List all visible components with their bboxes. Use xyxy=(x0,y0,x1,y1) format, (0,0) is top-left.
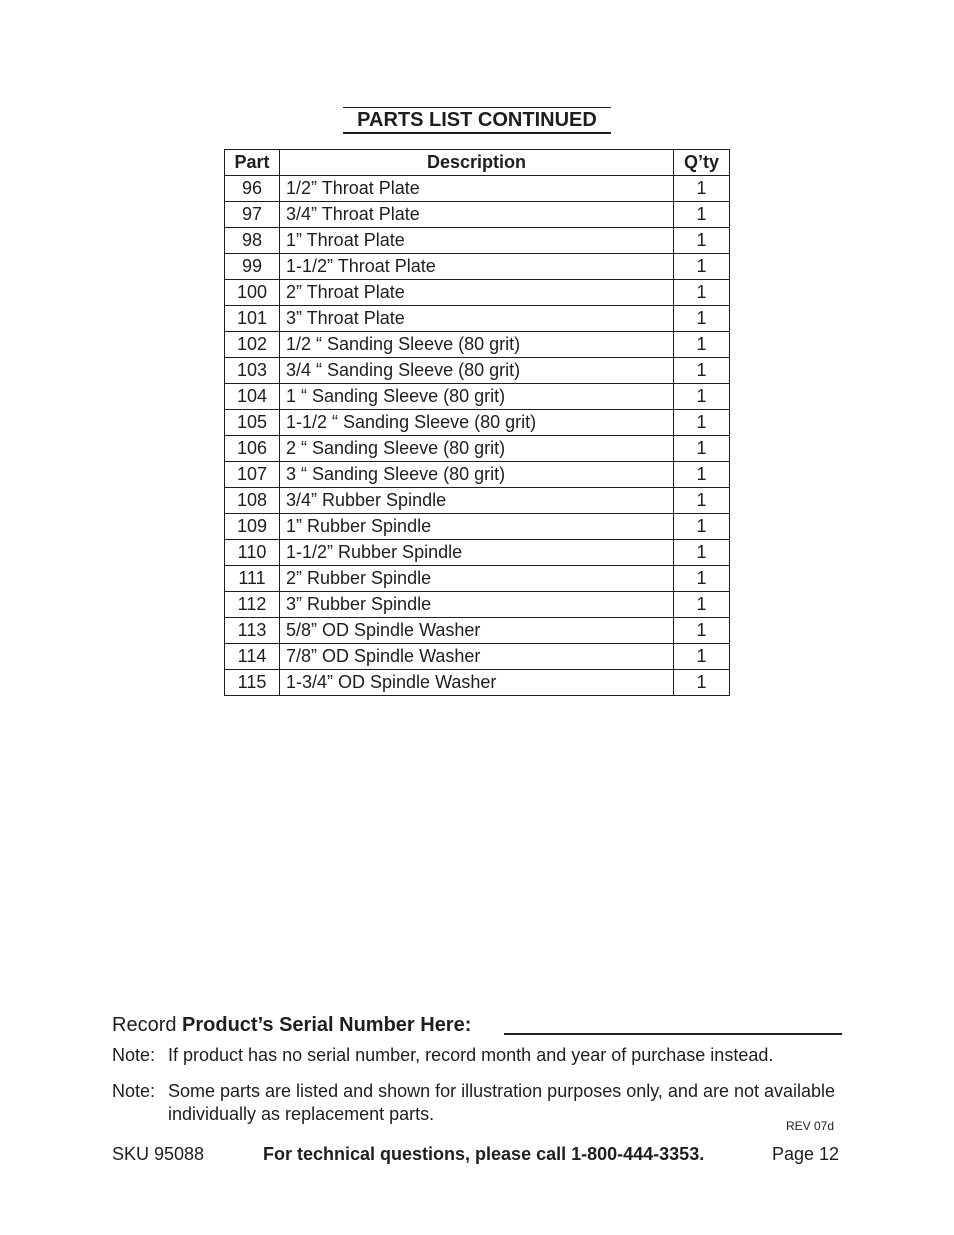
part-number-cell: 115 xyxy=(225,670,280,696)
quantity-cell: 1 xyxy=(674,618,730,644)
table-row xyxy=(225,254,730,280)
quantity-cell: 1 xyxy=(674,384,730,410)
quantity-cell: 1 xyxy=(674,670,730,696)
serial-number-line xyxy=(504,1033,842,1035)
table-row xyxy=(225,566,730,592)
description-cell: 3/4” Throat Plate xyxy=(280,202,674,228)
quantity-cell: 1 xyxy=(674,514,730,540)
footer-sku: SKU 95088 xyxy=(112,1144,205,1164)
quantity-cell: 1 xyxy=(674,280,730,306)
part-number-cell: 98 xyxy=(225,228,280,254)
header-description: Description xyxy=(280,150,674,176)
quantity-cell: 1 xyxy=(674,410,730,436)
description-cell: 2 “ Sanding Sleeve (80 grit) xyxy=(280,436,674,462)
serial-label: Product’s Serial Number Here: xyxy=(182,1014,472,1036)
note-text: Some parts are listed and shown for illustration purposes only, and are not available individually as replacement parts. xyxy=(168,1081,836,1124)
table-row xyxy=(225,228,730,254)
description-cell: 3/4” Rubber Spindle xyxy=(280,488,674,514)
table-row xyxy=(225,618,730,644)
description-cell: 1” Throat Plate xyxy=(280,228,674,254)
quantity-cell: 1 xyxy=(674,540,730,566)
quantity-cell: 1 xyxy=(674,306,730,332)
table-row xyxy=(225,384,730,410)
description-cell: 3/4 “ Sanding Sleeve (80 grit) xyxy=(280,358,674,384)
serial-prefix: Record xyxy=(112,1014,183,1036)
quantity-cell: 1 xyxy=(674,176,730,202)
description-cell: 1-3/4” OD Spindle Washer xyxy=(280,670,674,696)
table-row xyxy=(225,514,730,540)
description-cell: 2” Rubber Spindle xyxy=(280,566,674,592)
table-row xyxy=(225,540,730,566)
table-row xyxy=(225,670,730,696)
table-row xyxy=(225,176,730,202)
description-cell: 1 “ Sanding Sleeve (80 grit) xyxy=(280,384,674,410)
description-cell: 1-1/2” Rubber Spindle xyxy=(280,540,674,566)
table-row xyxy=(225,410,730,436)
table-row xyxy=(225,332,730,358)
quantity-cell: 1 xyxy=(674,254,730,280)
quantity-cell: 1 xyxy=(674,358,730,384)
table-row xyxy=(225,358,730,384)
quantity-cell: 1 xyxy=(674,228,730,254)
table-row xyxy=(225,436,730,462)
part-number-cell: 108 xyxy=(225,488,280,514)
description-cell: 1/2 “ Sanding Sleeve (80 grit) xyxy=(280,332,674,358)
quantity-cell: 1 xyxy=(674,202,730,228)
part-number-cell: 100 xyxy=(225,280,280,306)
part-number-cell: 104 xyxy=(225,384,280,410)
table-header-row xyxy=(225,150,730,176)
quantity-cell: 1 xyxy=(674,488,730,514)
part-number-cell: 114 xyxy=(225,644,280,670)
description-cell: 3” Throat Plate xyxy=(280,306,674,332)
description-cell: 1” Rubber Spindle xyxy=(280,514,674,540)
table-row xyxy=(225,644,730,670)
part-number-cell: 99 xyxy=(225,254,280,280)
part-number-cell: 110 xyxy=(225,540,280,566)
note-label: Note: xyxy=(112,1045,156,1065)
table-row xyxy=(225,462,730,488)
footer-tech-support: For technical questions, please call 1-800-444-3353. xyxy=(263,1144,705,1164)
table-row xyxy=(225,488,730,514)
quantity-cell: 1 xyxy=(674,592,730,618)
serial-number-prompt xyxy=(112,1012,471,1038)
part-number-cell: 103 xyxy=(225,358,280,384)
part-number-cell: 97 xyxy=(225,202,280,228)
quantity-cell: 1 xyxy=(674,332,730,358)
page-title: PARTS LIST CONTINUED xyxy=(343,107,611,134)
part-number-cell: 112 xyxy=(225,592,280,618)
quantity-cell: 1 xyxy=(674,644,730,670)
description-cell: 1-1/2 “ Sanding Sleeve (80 grit) xyxy=(280,410,674,436)
footer-page-number: Page 12 xyxy=(772,1144,840,1164)
table-row xyxy=(225,202,730,228)
description-cell: 7/8” OD Spindle Washer xyxy=(280,644,674,670)
description-cell: 2” Throat Plate xyxy=(280,280,674,306)
header-qty: Q’ty xyxy=(674,150,730,176)
part-number-cell: 102 xyxy=(225,332,280,358)
part-number-cell: 106 xyxy=(225,436,280,462)
part-number-cell: 101 xyxy=(225,306,280,332)
part-number-cell: 107 xyxy=(225,462,280,488)
part-number-cell: 105 xyxy=(225,410,280,436)
quantity-cell: 1 xyxy=(674,462,730,488)
part-number-cell: 113 xyxy=(225,618,280,644)
part-number-cell: 111 xyxy=(225,566,280,592)
parts-table xyxy=(224,149,730,696)
quantity-cell: 1 xyxy=(674,566,730,592)
description-cell: 3 “ Sanding Sleeve (80 grit) xyxy=(280,462,674,488)
part-number-cell: 109 xyxy=(225,514,280,540)
description-cell: 1/2” Throat Plate xyxy=(280,176,674,202)
table-row xyxy=(225,280,730,306)
header-part: Part xyxy=(225,150,280,176)
table-row xyxy=(225,592,730,618)
quantity-cell: 1 xyxy=(674,436,730,462)
description-cell: 1-1/2” Throat Plate xyxy=(280,254,674,280)
description-cell: 5/8” OD Spindle Washer xyxy=(280,618,674,644)
part-number-cell: 96 xyxy=(225,176,280,202)
table-row xyxy=(225,306,730,332)
description-cell: 3” Rubber Spindle xyxy=(280,592,674,618)
note-label: Note: xyxy=(112,1081,156,1101)
note-text: If product has no serial number, record month and year of purchase instead. xyxy=(168,1045,774,1065)
revision-label: REV 07d xyxy=(786,1119,835,1133)
